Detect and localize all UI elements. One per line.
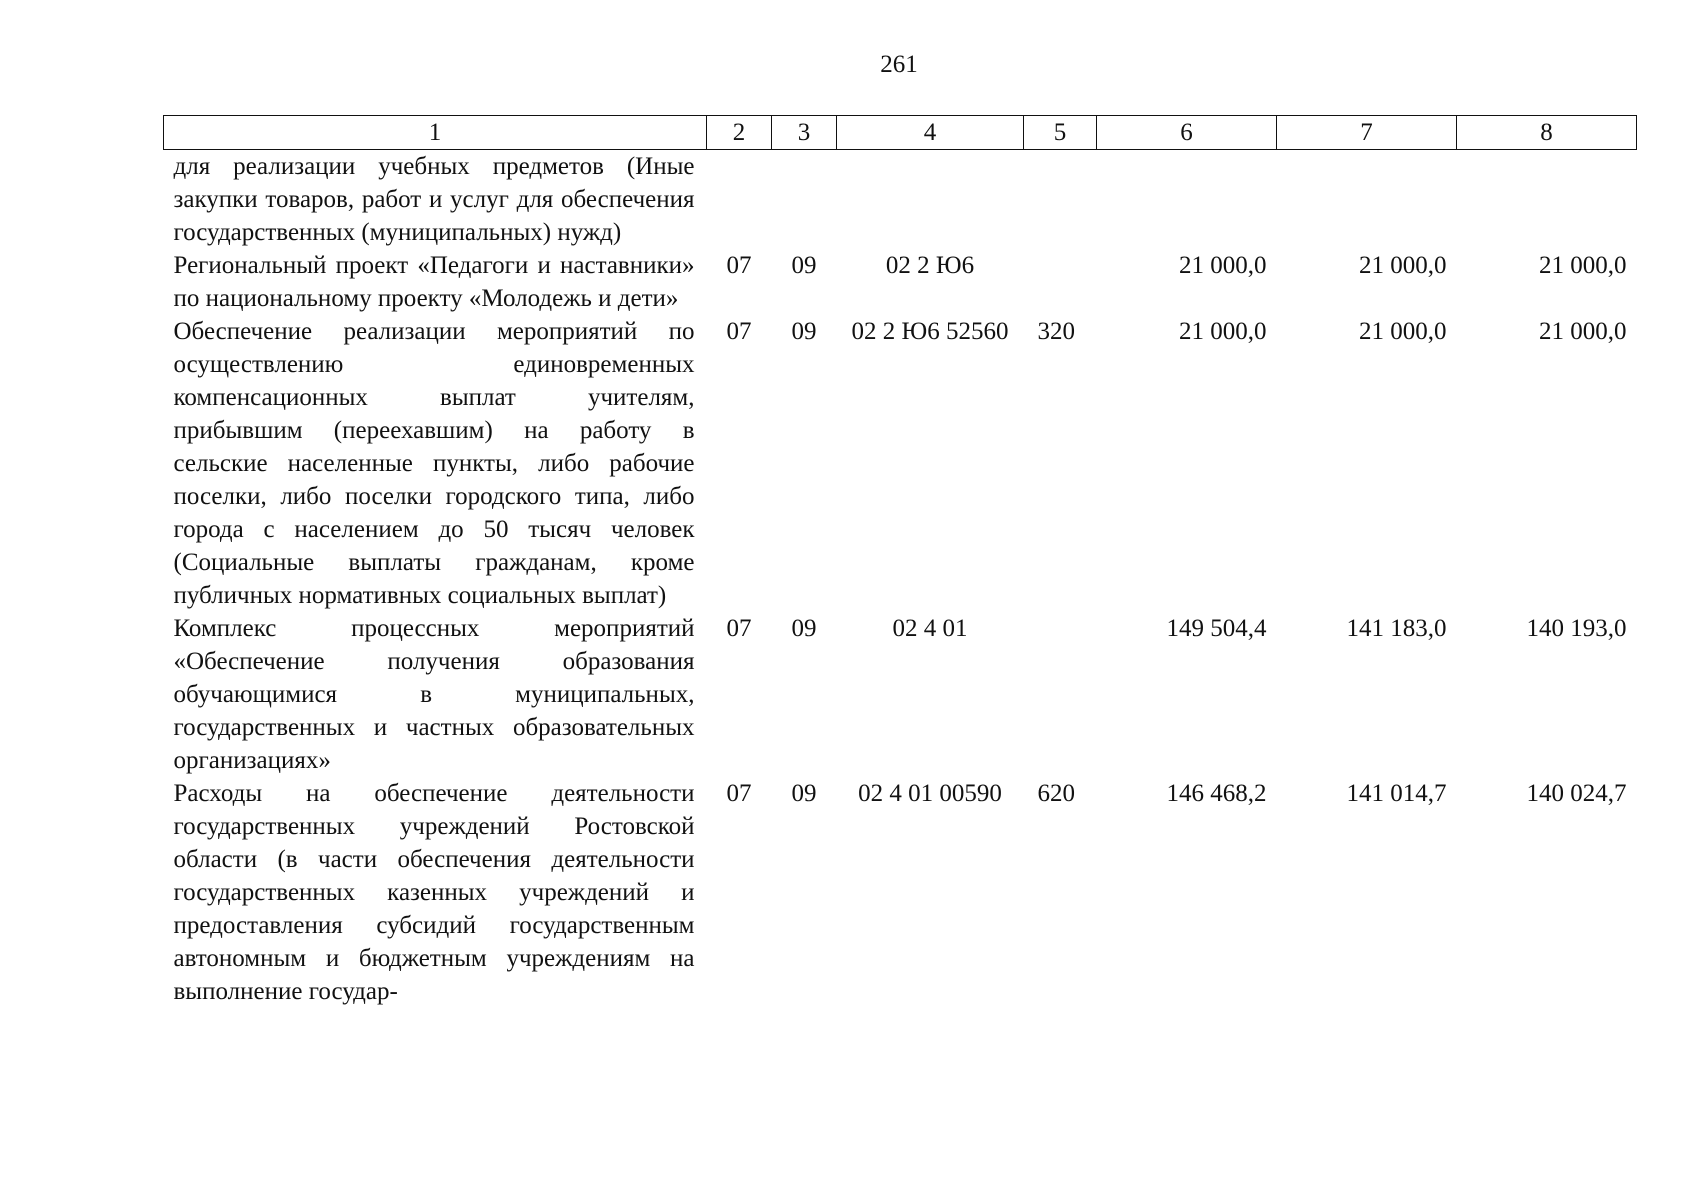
page-number: 261 [880,51,918,78]
row-amount-3: 140 024,7 [1526,780,1627,807]
col-header-7: 7 [1277,116,1457,150]
row-amount-1 [1097,150,1277,250]
col-header-3: 3 [772,116,837,150]
row-target-article: 02 4 01 00590 [858,780,1002,807]
row-subsection: 09 [791,252,817,279]
row-amount-1: 149 504,4 [1166,615,1267,642]
row-expense-type [1024,150,1097,250]
row-amount-3: 21 000,0 [1539,318,1627,345]
row-name: Комплекс процессных мероприятий «Обеспечение получения образования обучающимися в муниципальных, государственных и частных образовательных организациях» [173,615,695,774]
row-amount-3: 21 000,0 [1539,252,1627,279]
row-expense-type: 320 [1037,318,1075,345]
row-section: 07 [726,318,752,345]
table-row [164,777,1637,1008]
table-row [164,150,1637,250]
col-header-8: 8 [1457,116,1637,150]
row-expense-type [1024,612,1097,777]
row-amount-1: 21 000,0 [1179,318,1267,345]
row-section: 07 [726,615,752,642]
table-row [164,315,1637,612]
row-expense-type [1024,249,1097,315]
row-section: 07 [726,780,752,807]
row-subsection: 09 [791,615,817,642]
row-name: Расходы на обеспечение деятельности государственных учреждений Ростовской области (в части обеспечения деятельности государственных казенных учреждений и предоставления субсидий государственным автономным и бюджетным учреждениям на выполнение государ- [173,780,695,1005]
row-amount-2: 141 014,7 [1346,780,1447,807]
row-name: Обеспечение реализации мероприятий по осуществлению единовременных компенсационных выплат учителям, прибывшим (переехавшим) на работу в сельские населенные пункты, либо рабочие поселки, либо поселки городского типа, либо города с населением до 50 тысяч человек (Социальные выплаты гражданам, кроме публичных нормативных социальных выплат) [173,318,695,609]
col-header-5: 5 [1024,116,1097,150]
row-section: 07 [726,252,752,279]
row-target-article: 02 2 Ю6 52560 [851,318,1009,345]
row-section [707,150,772,250]
table-row [164,612,1637,777]
row-subsection: 09 [791,780,817,807]
row-expense-type: 620 [1037,780,1075,807]
row-name: Региональный проект «Педагоги и наставники» по национальному проекту «Молодежь и дети» [173,252,695,312]
table-row [164,249,1637,315]
row-name: для реализации учебных предметов (Иные закупки товаров, работ и услуг для обеспечения государственных (муниципальных) нужд) [173,153,695,246]
col-header-2: 2 [707,116,772,150]
row-amount-2 [1277,150,1457,250]
header-row [164,116,1637,150]
row-target-article [837,150,1024,250]
col-header-4: 4 [837,116,1024,150]
budget-table [163,115,1637,1008]
col-header-1: 1 [164,116,707,150]
row-amount-3 [1457,150,1637,250]
row-amount-2: 21 000,0 [1359,252,1447,279]
row-subsection [772,150,837,250]
row-subsection: 09 [791,318,817,345]
row-amount-3: 140 193,0 [1526,615,1627,642]
row-amount-2: 21 000,0 [1359,318,1447,345]
col-header-6: 6 [1097,116,1277,150]
row-amount-1: 146 468,2 [1166,780,1267,807]
row-target-article: 02 4 01 [892,615,968,642]
row-amount-2: 141 183,0 [1346,615,1447,642]
row-amount-1: 21 000,0 [1179,252,1267,279]
row-target-article: 02 2 Ю6 [885,252,975,279]
